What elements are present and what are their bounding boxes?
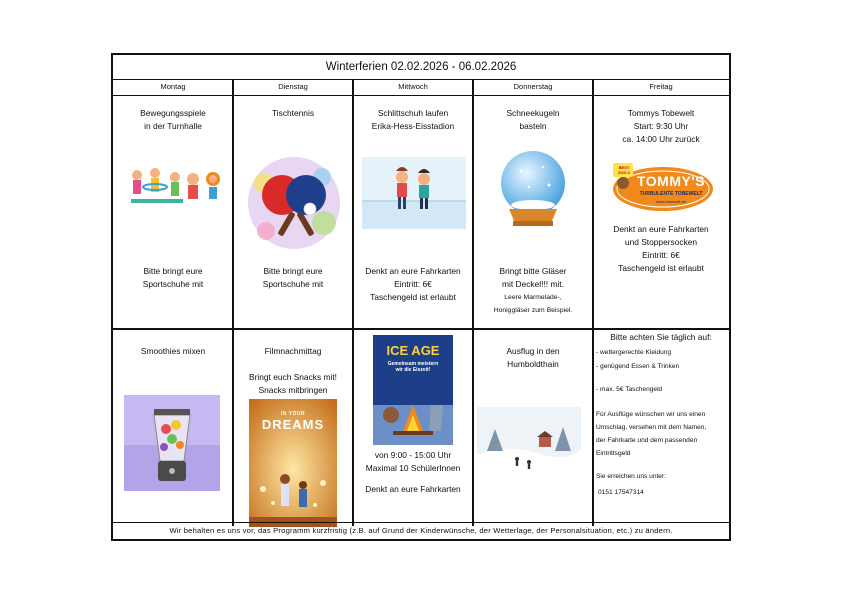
logo-badge: BEST ZOO 2 [617, 165, 630, 175]
cell-tuesday-1-info [233, 265, 353, 291]
contact-label: Sie erreichen uns unter: [596, 473, 667, 480]
poster-subtitle-line2: wir die Eiszeit! [395, 367, 431, 373]
info-text: und Stoppersocken [624, 237, 698, 247]
tommys-tobewelt-logo [607, 159, 715, 213]
activity-title: Smoothies mixen [140, 346, 206, 356]
ice-age-poster [373, 335, 453, 445]
activity-title: Schneekugeln [506, 108, 560, 118]
schedule-title: Winterferien 02.02.2026 - 06.02.2026 [113, 55, 729, 80]
cell-tuesday-2-info [233, 371, 353, 397]
gym-kids-illustration [123, 165, 225, 207]
activity-subtitle: Humboldthain [507, 359, 559, 369]
info-text: Denkt an eure Fahrkarten [365, 266, 461, 276]
activity-subtitle: basteln [519, 121, 547, 131]
info-text: Bitte bringt eure [263, 266, 323, 276]
info-text: Bringt euch Snacks mit! [249, 372, 337, 382]
header-thursday: Donnerstag [473, 79, 593, 96]
info-text: mit Deckel!!! mit. [502, 279, 564, 289]
info-text: Leere Marmelade-, [504, 294, 562, 301]
info-text: Taschengeld ist erlaubt [370, 292, 456, 302]
cell-wednesday-2-info [353, 449, 473, 496]
info-text: Eintritt: 6€ [642, 250, 680, 260]
notice-item: - genügend Essen & Trinken [596, 363, 680, 370]
activity-subtitle: Start: 9:30 Uhr [633, 121, 689, 131]
cell-friday-1-info [593, 223, 729, 275]
activity-title: Schlittschuh laufen [377, 108, 449, 118]
activity-title: Filmnachmittag [264, 346, 322, 356]
info-text: Sportschuhe mit [262, 279, 324, 289]
poster-title: ICE AGE [386, 343, 440, 358]
notice-paragraph-line: Eintrittsgeld [596, 450, 631, 457]
activity-title: Tischtennis [271, 108, 315, 118]
poster-title-line1: IN YOUR [280, 411, 306, 417]
info-text: von 9:00 - 15:00 Uhr [374, 450, 452, 460]
notice-list [596, 347, 728, 498]
footer-disclaimer: Wir behalten es uns vor, das Programm kurzfristig (z.B. auf Grund der Kinderwünsche, der Wetterlage, der Personalsituation, etc.) zu ändern. [113, 522, 729, 539]
header-friday: Freitag [593, 79, 729, 96]
poster-title-line2: DREAMS [261, 417, 325, 432]
info-text: Eintritt: 6€ [394, 279, 432, 289]
poster-subtitle-line1: Gemeinsam meistern [387, 361, 439, 367]
activity-title: Ausflug in den [506, 346, 560, 356]
grid-col-line [232, 79, 234, 526]
in-your-dreams-poster [249, 399, 337, 527]
cell-wednesday-1-info [353, 265, 473, 304]
info-text: Bitte bringt eure [143, 266, 203, 276]
logo-subtitle: TURBULENTE TOBEWELT [639, 191, 703, 197]
cell-monday-1-info [113, 265, 233, 291]
info-text: Denkt an eure Fahrkarten [613, 224, 709, 234]
activity-subtitle: Erika-Hess-Eisstadion [371, 121, 455, 131]
winter-park-illustration [477, 407, 581, 477]
schedule-sheet [111, 53, 731, 541]
info-text: Maximal 10 SchülerInnen [365, 463, 461, 473]
activity-subtitle: ca. 14:00 Uhr zurück [622, 134, 700, 144]
cell-thursday-1-info [473, 265, 593, 317]
activity-subtitle: in der Turnhalle [144, 121, 202, 131]
info-text: Denkt an eure Fahrkarten [365, 484, 461, 494]
cell-monday-2-title [113, 345, 233, 358]
info-text: Bringt bitte Gläser [499, 266, 567, 276]
smoothie-blender-illustration [124, 395, 220, 491]
cell-tuesday-1-title [233, 107, 353, 120]
cell-friday-1-title [593, 107, 729, 146]
logo-text: TOMMY'S [636, 173, 706, 189]
cell-friday-2-heading [593, 331, 729, 344]
header-wednesday: Mittwoch [353, 79, 473, 96]
logo-url: www.tobewelt.de [655, 199, 686, 204]
grid-row-line [113, 328, 729, 330]
notice-paragraph-line: der Fahrkarte und dem passenden [596, 437, 698, 444]
cell-thursday-1-title [473, 107, 593, 133]
header-tuesday: Dienstag [233, 79, 353, 96]
snow-globe-illustration [493, 147, 573, 229]
ice-skating-illustration [362, 157, 466, 229]
notice-heading: Bitte achten Sie täglich auf: [610, 332, 712, 342]
cell-wednesday-1-title [353, 107, 473, 133]
info-text: Sportschuhe mit [142, 279, 204, 289]
notice-item: - wettergerechte Kleidung [596, 349, 672, 356]
activity-title: Tommys Tobewelt [627, 108, 695, 118]
notice-paragraph-line: Für Ausflüge wünschen wir uns einen [596, 411, 706, 418]
info-text: Honiggläser zum Beispiel. [493, 307, 573, 314]
cell-tuesday-2-title [233, 345, 353, 358]
cell-thursday-2-title [473, 345, 593, 371]
notice-item: - max. 5€ Taschengeld [596, 386, 663, 393]
header-monday: Montag [113, 79, 233, 96]
table-tennis-illustration [244, 153, 344, 253]
info-text: Snacks mitbringen [258, 385, 328, 395]
notice-paragraph-line: Umschlag, versehen mit dem Namen, [596, 424, 707, 431]
cell-monday-1-title [113, 107, 233, 133]
contact-phone: 0151 17547314 [598, 489, 644, 496]
info-text: Taschengeld ist erlaubt [618, 263, 704, 273]
activity-title: Bewegungsspiele [140, 108, 206, 118]
